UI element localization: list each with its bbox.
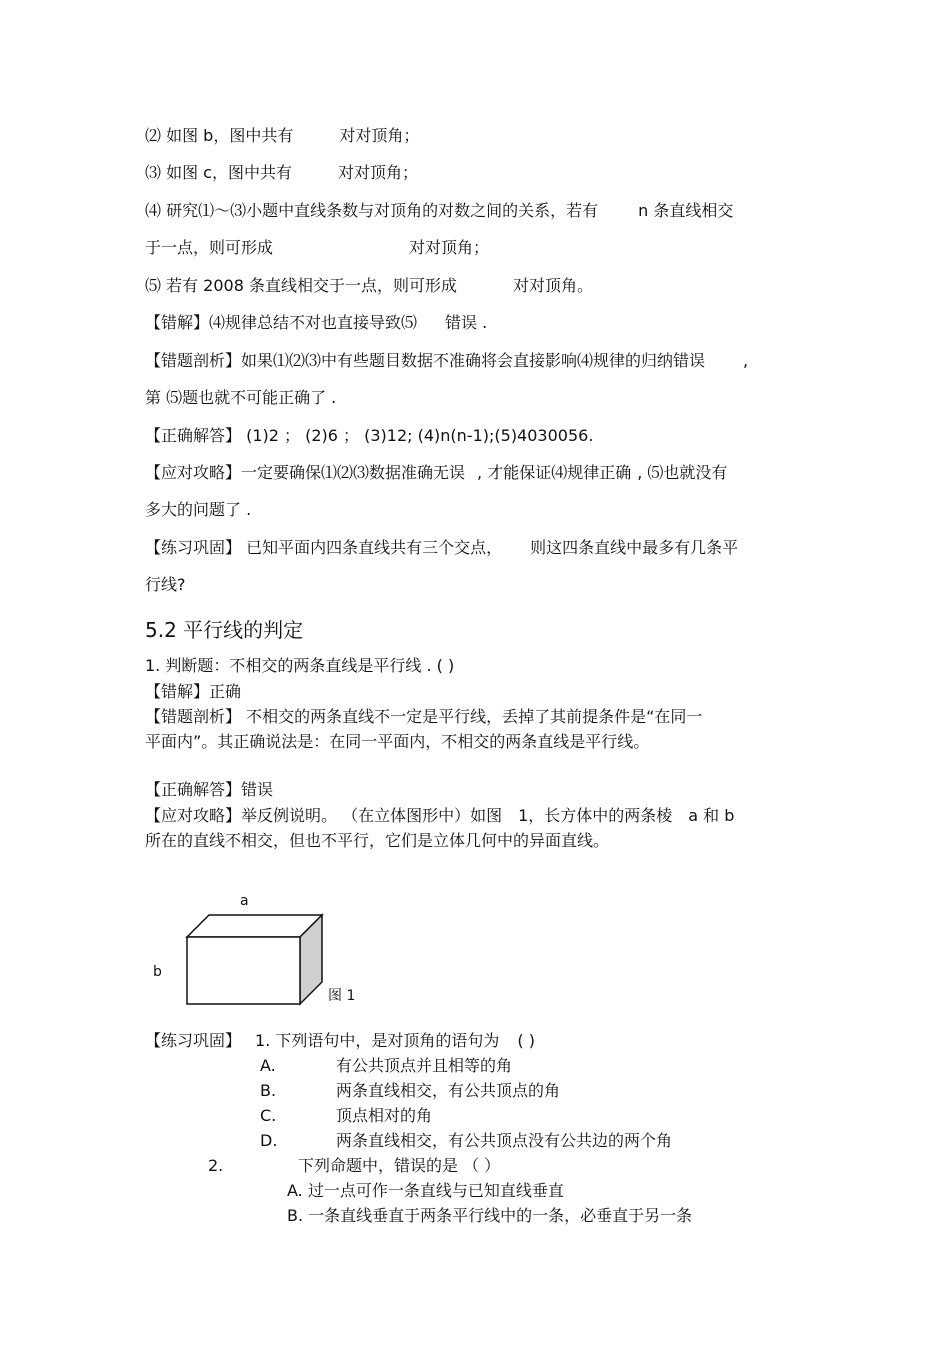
option-text: 两条直线相交，有公共顶点的角 (336, 1081, 561, 1100)
text-segment: 对对顶角； (409, 238, 490, 257)
text-segment: 【正确解答】错误 (145, 780, 274, 799)
question-2: 下列命题中，错误的是 （ ） (298, 1156, 501, 1175)
text-line (145, 351, 748, 371)
text-segment: 【错题剖析】如果⑴⑵⑶中有些题目数据不准确将会直接影响⑷规律的归纳错误 (145, 351, 706, 370)
text-line (145, 732, 649, 752)
section-title: 5.2 平行线的判定 (145, 618, 304, 642)
option (287, 1181, 564, 1201)
text-segment: 行线? (145, 575, 186, 594)
text-line (145, 313, 487, 333)
option-text: 顶点相对的角 (336, 1106, 433, 1125)
text-line (145, 682, 241, 702)
option-letter: D. (260, 1131, 278, 1150)
text-line (145, 276, 593, 296)
text-line (145, 780, 273, 800)
text-segment: 【应对攻略】一定要确保⑴⑵⑶数据准确无误 (145, 463, 466, 482)
option-letter: B. (260, 1081, 277, 1100)
text-segment: 多大的问题了 . (145, 500, 252, 519)
option-text: B. 一条直线垂直于两条平行线中的一条，必垂直于另一条 (287, 1206, 693, 1225)
option-letter: A. (260, 1056, 276, 1075)
text-segment: 对对顶角； (337, 163, 418, 182)
text-segment: 于一点，则可形成 (145, 238, 274, 257)
text-segment: 【正确解答】 (1)2 ； (2)6 ； (3)12; (4)n(n-1);(5)4030056. (145, 426, 594, 445)
option (287, 1206, 692, 1226)
option-text: 两条直线相交，有公共顶点没有公共边的两个角 (336, 1131, 673, 1150)
text-line (145, 163, 418, 183)
option (260, 1131, 672, 1151)
text-line (145, 126, 419, 146)
text-segment: , ⑸也就没有 (637, 463, 728, 482)
text-segment: ⑸ 若有 2008 条直线相交于一点，则可形成 (145, 276, 457, 295)
text-segment: , 才能保证⑷规律正确 (477, 463, 632, 482)
figure-caption: 图 1 (328, 988, 356, 1004)
cuboid-top-face (187, 915, 322, 937)
text-segment: 【练习巩固】 已知平面内四条直线共有三个交点， (145, 538, 503, 557)
cuboid-figure (150, 890, 380, 1015)
text-line (145, 426, 593, 446)
option (260, 1056, 512, 1076)
text-segment: 【应对攻略】举反例说明。 （在立体图形中）如图 (145, 806, 503, 825)
text-segment: 对对顶角； (339, 126, 420, 145)
text-segment: ⑷ 研究⑴～⑶小题中直线条数与对顶角的对数之间的关系，若有 (145, 201, 599, 220)
cuboid-front-face (187, 937, 300, 1004)
text-line (145, 656, 454, 676)
text-segment: 所在的直线不相交，但也不平行，它们是立体几何中的异面直线。 (145, 831, 610, 850)
text-segment: 错误 . (445, 313, 488, 332)
answer-parentheses: ( ) (517, 1031, 535, 1050)
practice-heading: 【练习巩固】 (145, 1031, 242, 1050)
text-line (145, 500, 251, 520)
text-segment: n 条直线相交 (638, 201, 734, 220)
edge-label-a: a (240, 893, 249, 909)
option-text: 有公共顶点并且相等的角 (336, 1056, 513, 1075)
text-segment: 1. 判断题：不相交的两条直线是平行线 . ( ) (145, 656, 455, 675)
text-line (145, 831, 609, 851)
option-letter: C. (260, 1106, 277, 1125)
text-segment: 【错题剖析】 不相交的两条直线不一定是平行线，丢掉了其前提条件是“在同一 (145, 707, 703, 726)
text-line (208, 1156, 500, 1176)
option-text: A. 过一点可作一条直线与已知直线垂直 (287, 1181, 564, 1200)
text-segment: 则这四条直线中最多有几条平 (530, 538, 739, 557)
text-segment: 【错解】⑷规律总结不对也直接导致⑸ (145, 313, 418, 332)
question-number: 2. (208, 1156, 224, 1175)
option (260, 1081, 560, 1101)
text-line (145, 1031, 535, 1051)
text-line (145, 538, 738, 558)
text-segment: 第 ⑸题也就不可能正确了 . (145, 388, 337, 407)
text-line (145, 806, 734, 826)
text-segment: 平面内”。其正确说法是：在同一平面内，不相交的两条直线是平行线。 (145, 732, 650, 751)
text-segment: ⑵ 如图 b，图中共有 (145, 126, 294, 145)
text-line (145, 575, 186, 595)
text-segment: , (743, 351, 749, 370)
text-line (145, 201, 733, 221)
text-segment: a 和 b (688, 806, 735, 825)
question-1: 1. 下列语句中，是对顶角的语句为 (255, 1031, 500, 1050)
text-segment: 对对顶角。 (512, 276, 593, 295)
text-line (145, 463, 727, 483)
edge-label-b: b (153, 964, 162, 980)
text-line (145, 707, 702, 727)
text-segment: 【错解】正确 (145, 682, 242, 701)
text-segment: ⑶ 如图 c，图中共有 (145, 163, 292, 182)
option (260, 1106, 432, 1126)
text-segment: 1，长方体中的两条棱 (518, 806, 673, 825)
text-line (145, 388, 336, 408)
text-line (145, 238, 489, 258)
